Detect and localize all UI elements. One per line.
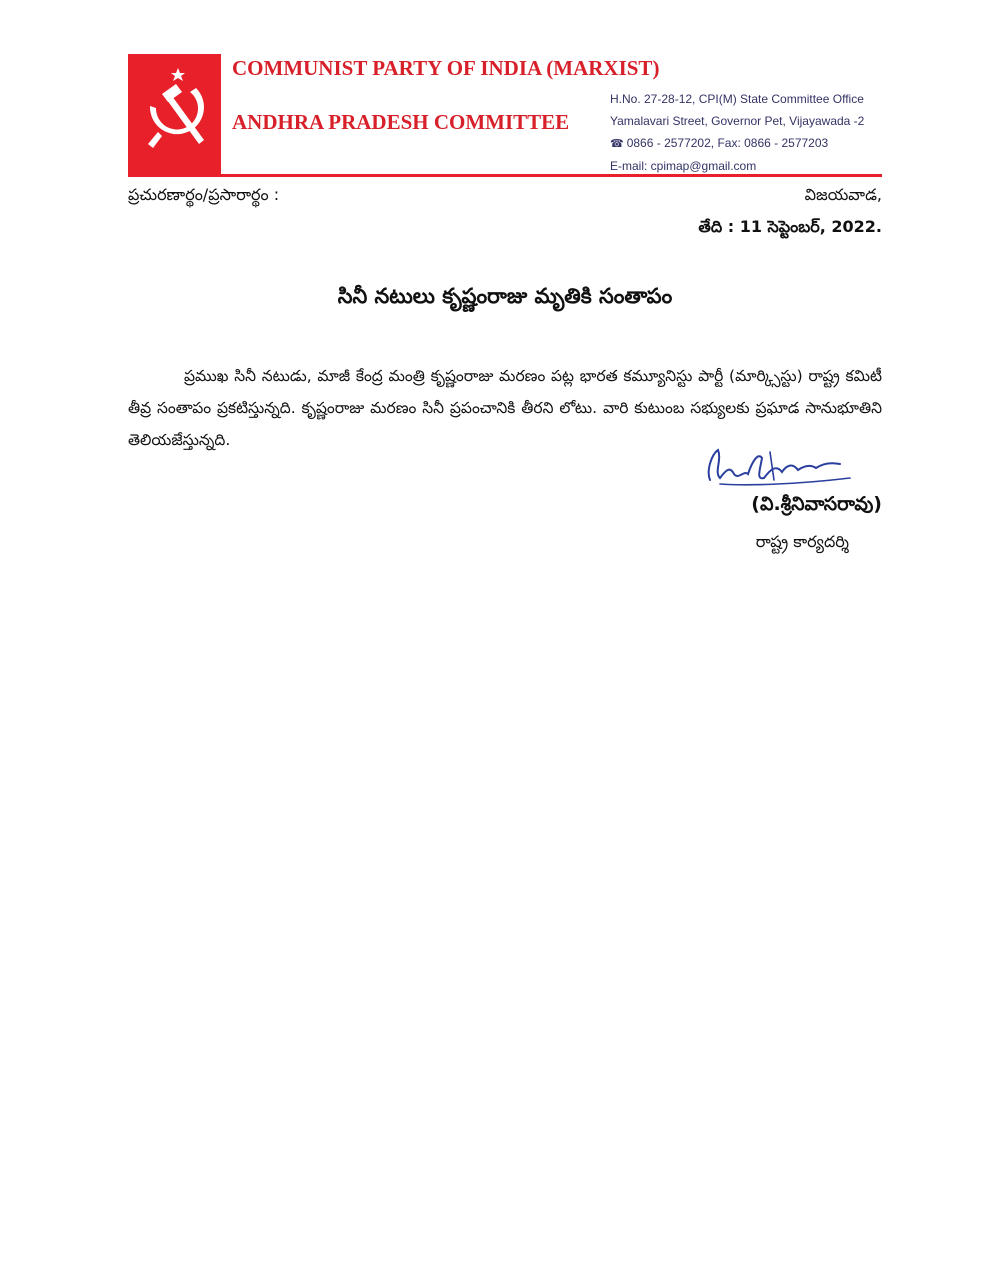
signatory-title: రాష్ట్ర కార్యదర్శి: [755, 532, 849, 551]
date: తేది : 11 సెప్టెంబర్, 2022.: [698, 217, 882, 236]
committee-name: ANDHRA PRADESH COMMITTEE: [232, 110, 570, 134]
phone-fax-line: [610, 132, 864, 155]
address-line-1: H.No. 27-28-12, CPI(M) State Committee Office: [610, 92, 864, 106]
signatory-name: (వి.శ్రీనివాసరావు): [751, 493, 882, 515]
email-line: E-mail: cpimap@gmail.com: [610, 159, 757, 173]
press-release-body: ప్రముఖ సినీ నటుడు, మాజీ కేంద్ర మంత్రి కృష్ణంరాజు మరణం పట్ల భారత కమ్యూనిస్టు పార్టీ (మార్క్సిస్టు) రాష్ట్ర కమిటీ తీవ్ర సంతాపం ప్రకటిస్తున్నది. కృష్ణంరాజు మరణం సినీ ప్రపంచానికి తీరని లోటు. వారి కుటుంబ సభ్యులకు ప్రఘాడ సానుభూతిని తెలియజేస్తున్నది.: [128, 367, 882, 449]
org-name: COMMUNIST PARTY OF INDIA (MARXIST): [232, 56, 660, 80]
publication-label: ప్రచురణార్థం/ప్రసారార్థం :: [128, 185, 280, 204]
header-divider: [221, 174, 882, 177]
handwritten-signature: [700, 440, 860, 500]
press-release-headline: సినీ నటులు కృష్ణంరాజు మృతికి సంతాపం: [337, 284, 673, 308]
place: విజయవాడ,: [804, 185, 882, 204]
address-line-2: Yamalavari Street, Governor Pet, Vijayawada -2: [610, 114, 865, 128]
letterhead: [128, 54, 882, 178]
office-address: [610, 88, 864, 177]
phone-icon: ☎: [610, 138, 624, 150]
hammer-sickle-icon: [128, 54, 221, 177]
party-logo: [128, 54, 221, 177]
phone-fax-text: 0866 - 2577202, Fax: 0866 - 2577203: [626, 136, 829, 150]
